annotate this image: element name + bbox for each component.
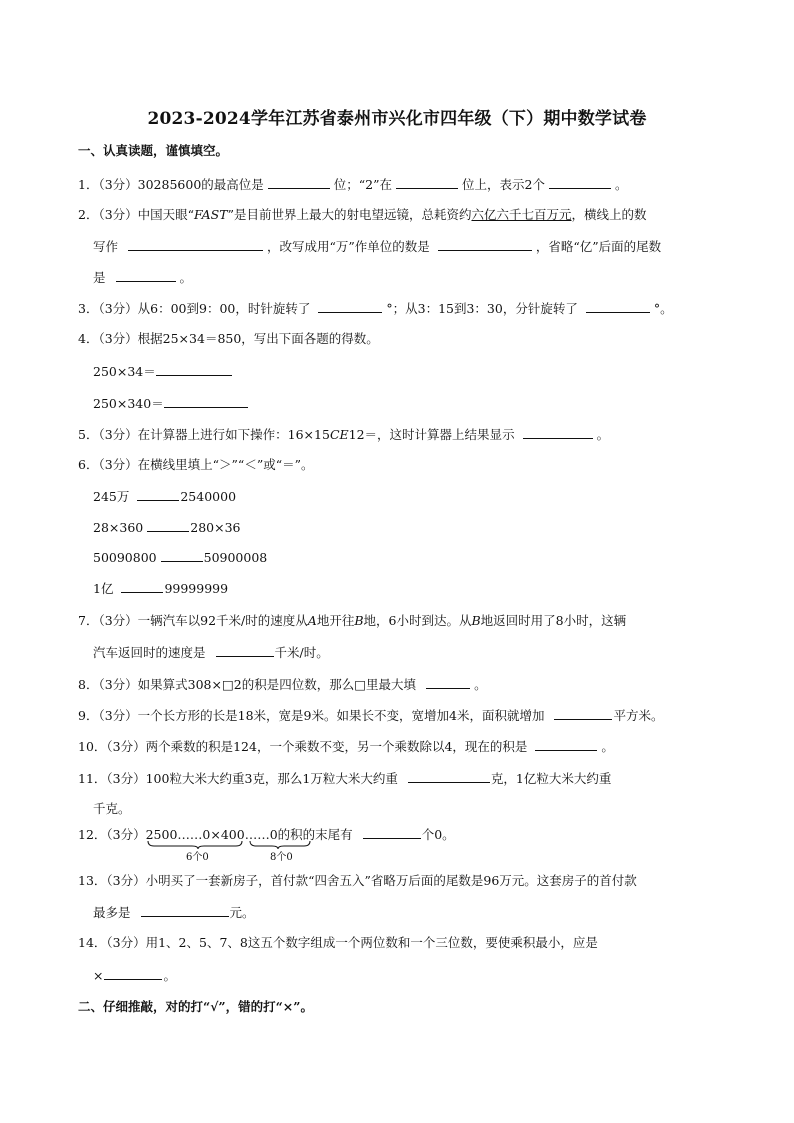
blank[interactable] <box>128 237 263 251</box>
blank[interactable] <box>396 175 458 189</box>
underlined-amount: 六亿六千七百万元 <box>471 207 572 222</box>
blank[interactable] <box>363 825 421 839</box>
question-5: 5．（3分）在计算器上进行如下操作：16×15CE12＝，这时计算器上结果显示 。 <box>78 427 610 442</box>
blank[interactable] <box>161 548 203 562</box>
blank[interactable] <box>116 268 176 282</box>
question-2-line-3: 是 。 <box>93 270 193 285</box>
blank[interactable] <box>268 175 330 189</box>
section-1-heading: 一、认真读题，谨慎填空。 <box>78 143 229 158</box>
blank[interactable] <box>147 518 189 532</box>
question-6-row-3: 50090800 50900008 <box>93 550 268 565</box>
blank[interactable] <box>121 579 163 593</box>
question-14-line-2: × 。 <box>93 968 176 983</box>
question-4-expr-2: 250×340＝ <box>93 394 248 413</box>
blank[interactable] <box>586 299 650 313</box>
blank[interactable] <box>438 237 532 251</box>
question-6: 6．（3分）在横线里填上“＞”“＜”或“＝”。 <box>78 457 314 472</box>
blank[interactable] <box>535 737 597 751</box>
blank[interactable] <box>408 769 490 783</box>
question-12: 12．（3分）2500……0×400……0的积的末尾有 个0。 <box>78 827 455 842</box>
blank[interactable] <box>216 643 274 657</box>
question-11-line-2: 千克。 <box>93 801 131 816</box>
question-9: 9．（3分）一个长方形的长是18米，宽是9米。如果长不变，宽增加4米，面积就增加 平方米。 <box>78 708 664 723</box>
blank[interactable] <box>549 175 611 189</box>
blank[interactable] <box>523 425 593 439</box>
exam-title: 2023-2024学年江苏省泰州市兴化市四年级（下）期中数学试卷 <box>147 109 647 129</box>
blank[interactable] <box>554 706 612 720</box>
blank[interactable] <box>318 299 382 313</box>
number-2500-with-zeros: 2500……0 <box>145 827 211 842</box>
question-8: 8．（3分）如果算式308×□2的积是四位数，那么□里最大填 。 <box>78 677 487 692</box>
question-13: 13．（3分）小明买了一套新房子，首付款“四舍五入”省略万后面的尾数是96万元。这套房子的首付款 <box>78 873 637 888</box>
question-2: 2．（3分）中国天眼“FAST”是目前世界上最大的射电望远镜，总耗资约六亿六千七百万元，横线上的数 <box>78 207 647 222</box>
section-2-heading: 二、仔细推敲，对的打“√”，错的打“×”。 <box>78 999 313 1014</box>
question-7-line-2: 汽车返回时的速度是 千米/时。 <box>93 645 329 660</box>
question-11: 11．（3分）100粒大米大约重3克，那么1万粒大米大约重 克，1亿粒大米大约重 <box>78 771 612 786</box>
blank[interactable] <box>426 675 470 689</box>
question-13-line-2: 最多是 元。 <box>93 905 255 920</box>
question-3: 3．（3分）从6：00到9：00，时针旋转了 °；从3：15到3：30，分针旋转了 °。 <box>78 301 673 316</box>
zero-count-label-2: 8个0 <box>270 852 293 863</box>
question-4-expr-1: 250×34＝ <box>93 362 232 381</box>
question-7: 7．（3分）一辆汽车以92千米/时的速度从A地开往B地，6小时到达。从B地返回时用了8小时，这辆 <box>78 613 627 628</box>
blank[interactable] <box>164 394 248 408</box>
blank[interactable] <box>156 362 232 376</box>
question-4: 4．（3分）根据25×34＝850，写出下面各题的得数。 <box>78 331 379 346</box>
question-1: 1．（3分）30285600的最高位是 位；“2”在 位上，表示2个 。 <box>78 177 628 192</box>
blank[interactable] <box>104 966 162 980</box>
question-6-row-4: 1亿 99999999 <box>93 581 229 596</box>
question-2-line-2: 写作 ，改写成用“万”作单位的数是 ，省略“亿”后面的尾数 <box>93 239 662 254</box>
number-400-with-zeros: 400……0 <box>220 827 278 842</box>
question-10: 10．（3分）两个乘数的积是124，一个乘数不变，另一个乘数除以4，现在的积是 。 <box>78 739 614 754</box>
question-6-row-1: 245万 2540000 <box>93 489 237 504</box>
zero-count-label-1: 6个0 <box>186 852 209 863</box>
question-14: 14．（3分）用1、2、5、7、8这五个数字组成一个两位数和一个三位数，要使乘积最小，应是 <box>78 935 598 950</box>
blank[interactable] <box>141 903 229 917</box>
question-6-row-2: 28×360 280×36 <box>93 520 241 535</box>
blank[interactable] <box>137 487 179 501</box>
